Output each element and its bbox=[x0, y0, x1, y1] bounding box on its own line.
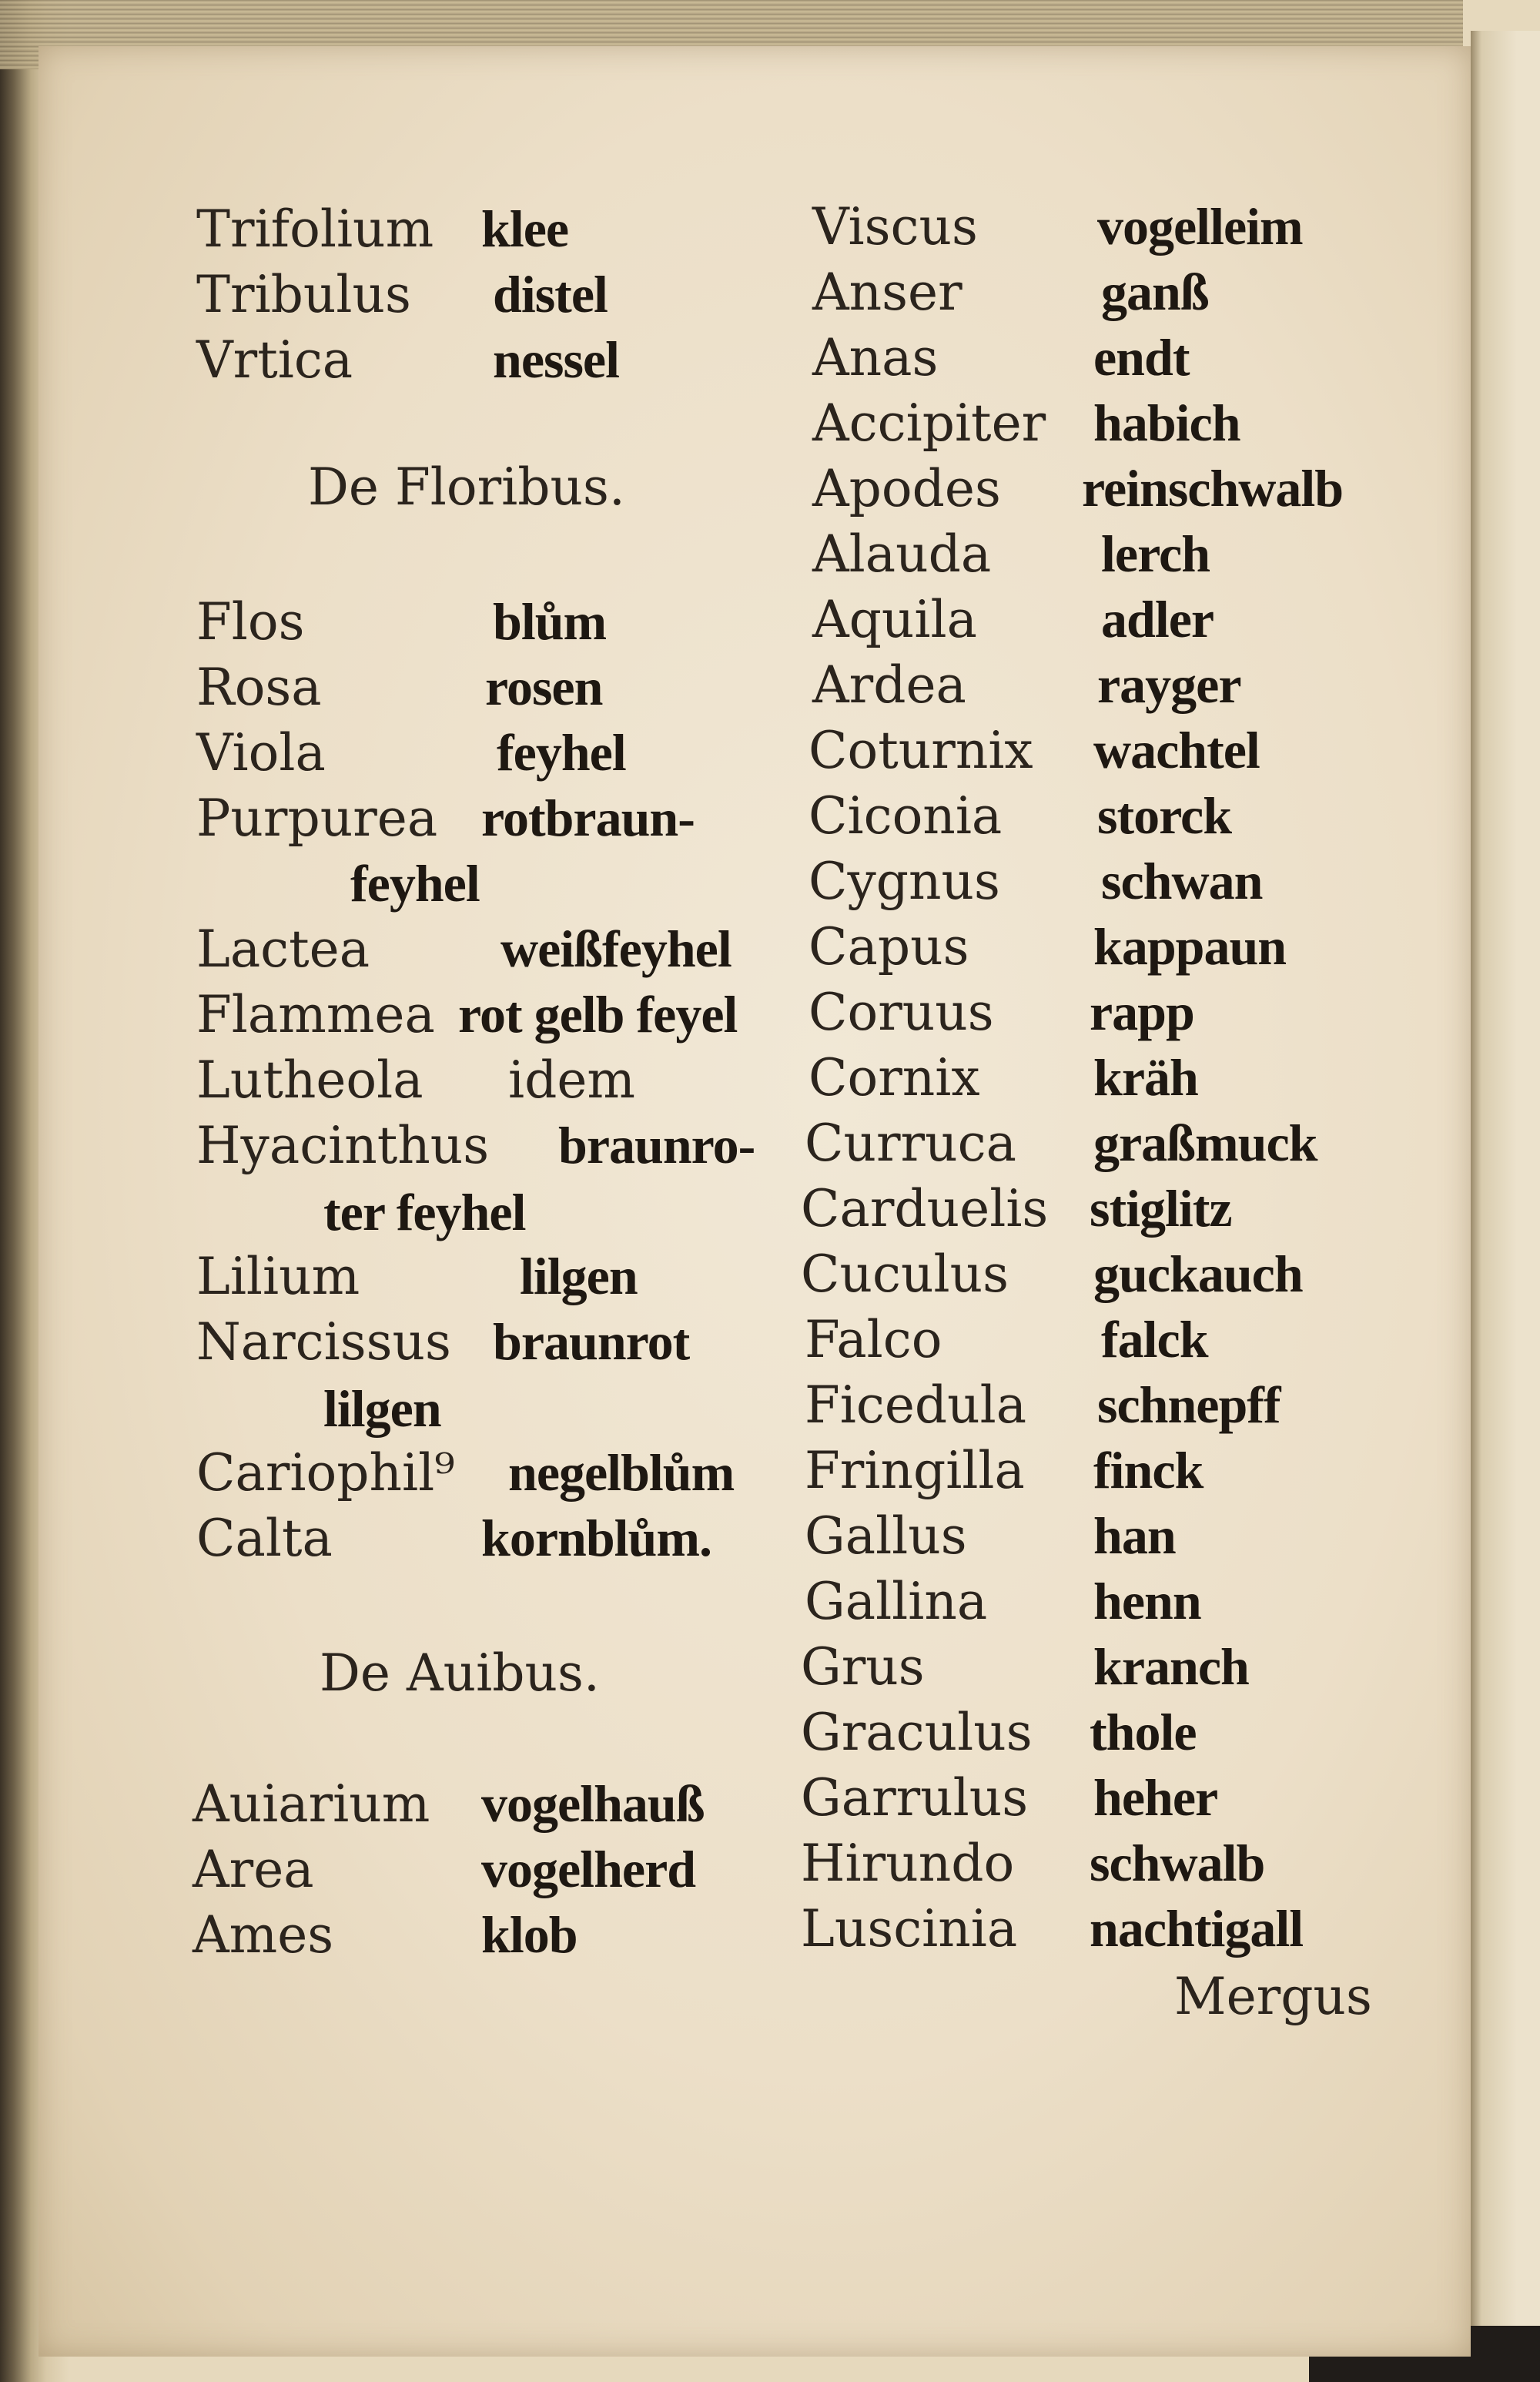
german-term: weißfeyhel bbox=[500, 920, 732, 978]
german-term: braunrot bbox=[493, 1312, 690, 1371]
german-term: kräh bbox=[1093, 1048, 1198, 1107]
german-term: negelblům bbox=[508, 1443, 735, 1502]
latin-term: Grus bbox=[801, 1637, 925, 1697]
german-term: vogelherd bbox=[481, 1840, 696, 1898]
german-term: graßmuck bbox=[1093, 1114, 1317, 1172]
german-term: vogelleim bbox=[1097, 197, 1303, 256]
latin-term: Rosa bbox=[196, 658, 322, 717]
german-term: henn bbox=[1093, 1572, 1201, 1630]
german-term: han bbox=[1093, 1506, 1176, 1565]
german-term: finck bbox=[1093, 1441, 1204, 1499]
latin-term: Fringilla bbox=[805, 1441, 1025, 1500]
german-term: rayger bbox=[1097, 655, 1241, 714]
latin-term: Graculus bbox=[801, 1703, 1033, 1762]
german-term: nessel bbox=[493, 330, 619, 389]
german-term: braunro- bbox=[558, 1116, 755, 1174]
facing-page-edge bbox=[1471, 31, 1540, 2382]
german-term: nachtigall bbox=[1090, 1899, 1304, 1958]
latin-term: Accipiter bbox=[812, 394, 1046, 453]
latin-term: Aquila bbox=[812, 590, 977, 649]
latin-term: Anas bbox=[812, 328, 939, 387]
latin-term: Ciconia bbox=[808, 786, 1003, 846]
german-term: rapp bbox=[1090, 983, 1194, 1041]
latin-term: Vrtica bbox=[196, 330, 353, 390]
latin-term: Gallina bbox=[805, 1572, 988, 1631]
german-term: schwalb bbox=[1090, 1834, 1265, 1892]
section-heading-de-auibus: De Auibus. bbox=[320, 1643, 600, 1703]
german-term: storck bbox=[1097, 786, 1232, 845]
latin-term: Ficedula bbox=[805, 1375, 1027, 1435]
latin-term: Area bbox=[192, 1840, 314, 1899]
latin-term: Trifolium bbox=[196, 199, 434, 259]
latin-term: Cariophil⁹ bbox=[196, 1443, 455, 1503]
german-term: adler bbox=[1101, 590, 1214, 648]
german-term: habich bbox=[1093, 394, 1240, 452]
latin-term: Hirundo bbox=[801, 1834, 1015, 1893]
german-term: blům bbox=[493, 592, 607, 651]
latin-term: Apodes bbox=[812, 459, 1001, 518]
german-term: reinschwalb bbox=[1082, 459, 1344, 518]
german-term: vogelhauß bbox=[481, 1774, 705, 1833]
latin-term: Cornix bbox=[808, 1048, 980, 1107]
german-term: stiglitz bbox=[1090, 1179, 1232, 1238]
latin-term: Cuculus bbox=[801, 1245, 1009, 1304]
german-term: kornblům. bbox=[481, 1509, 711, 1567]
german-term: rosen bbox=[485, 658, 603, 716]
latin-term: Purpurea bbox=[196, 789, 438, 848]
german-term: endt bbox=[1093, 328, 1190, 387]
latin-term: Auiarium bbox=[192, 1774, 430, 1834]
latin-term: Flammea bbox=[196, 985, 435, 1044]
german-term: rotbraun- bbox=[481, 789, 695, 847]
catchword: Mergus bbox=[1174, 1967, 1372, 2026]
german-term-continued: feyhel bbox=[350, 854, 480, 913]
latin-term: Gallus bbox=[805, 1506, 967, 1566]
german-term: klee bbox=[481, 199, 569, 258]
german-term: heher bbox=[1093, 1768, 1218, 1827]
german-term: distel bbox=[493, 265, 608, 323]
latin-term: Hyacinthus bbox=[196, 1116, 490, 1175]
latin-term: Alauda bbox=[812, 524, 992, 584]
latin-term: Tribulus bbox=[196, 265, 411, 324]
german-term: lilgen bbox=[520, 1247, 638, 1305]
latin-term: Flos bbox=[196, 592, 305, 652]
german-term-continued: ter feyhel bbox=[323, 1183, 526, 1241]
german-term: kappaun bbox=[1093, 917, 1287, 976]
latin-term: Falco bbox=[805, 1310, 942, 1369]
latin-term: Luscinia bbox=[801, 1899, 1018, 1958]
german-term: kranch bbox=[1093, 1637, 1249, 1696]
latin-term: Lactea bbox=[196, 920, 370, 979]
german-term-continued: lilgen bbox=[323, 1379, 441, 1438]
latin-term: Lutheola bbox=[196, 1050, 424, 1110]
latin-term: Coruus bbox=[808, 983, 994, 1042]
german-term: wachtel bbox=[1093, 721, 1260, 779]
latin-term: Viscus bbox=[812, 197, 978, 256]
latin-term: Coturnix bbox=[808, 721, 1033, 780]
german-term: ganß bbox=[1101, 263, 1209, 321]
german-term: lerch bbox=[1101, 524, 1210, 583]
german-term: schnepff bbox=[1097, 1375, 1281, 1434]
latin-term: Cygnus bbox=[808, 852, 1000, 911]
german-term: idem bbox=[508, 1050, 635, 1110]
german-term: rot gelb feyel bbox=[458, 985, 738, 1044]
german-term: thole bbox=[1090, 1703, 1197, 1761]
latin-term: Curruca bbox=[805, 1114, 1016, 1173]
latin-term: Narcissus bbox=[196, 1312, 451, 1372]
latin-term: Carduelis bbox=[801, 1179, 1049, 1238]
german-term: schwan bbox=[1101, 852, 1263, 910]
section-heading-de-floribus: De Floribus. bbox=[308, 457, 625, 517]
latin-term: Capus bbox=[808, 917, 969, 977]
latin-term: Anser bbox=[812, 263, 962, 322]
german-term: falck bbox=[1101, 1310, 1208, 1369]
latin-term: Garrulus bbox=[801, 1768, 1029, 1828]
german-term: feyhel bbox=[497, 723, 626, 782]
latin-term: Ames bbox=[192, 1905, 334, 1965]
latin-term: Lilium bbox=[196, 1247, 360, 1306]
latin-term: Calta bbox=[196, 1509, 333, 1568]
latin-term: Viola bbox=[196, 723, 326, 782]
german-term: guckauch bbox=[1093, 1245, 1303, 1303]
german-term: klob bbox=[481, 1905, 578, 1964]
latin-term: Ardea bbox=[812, 655, 966, 715]
